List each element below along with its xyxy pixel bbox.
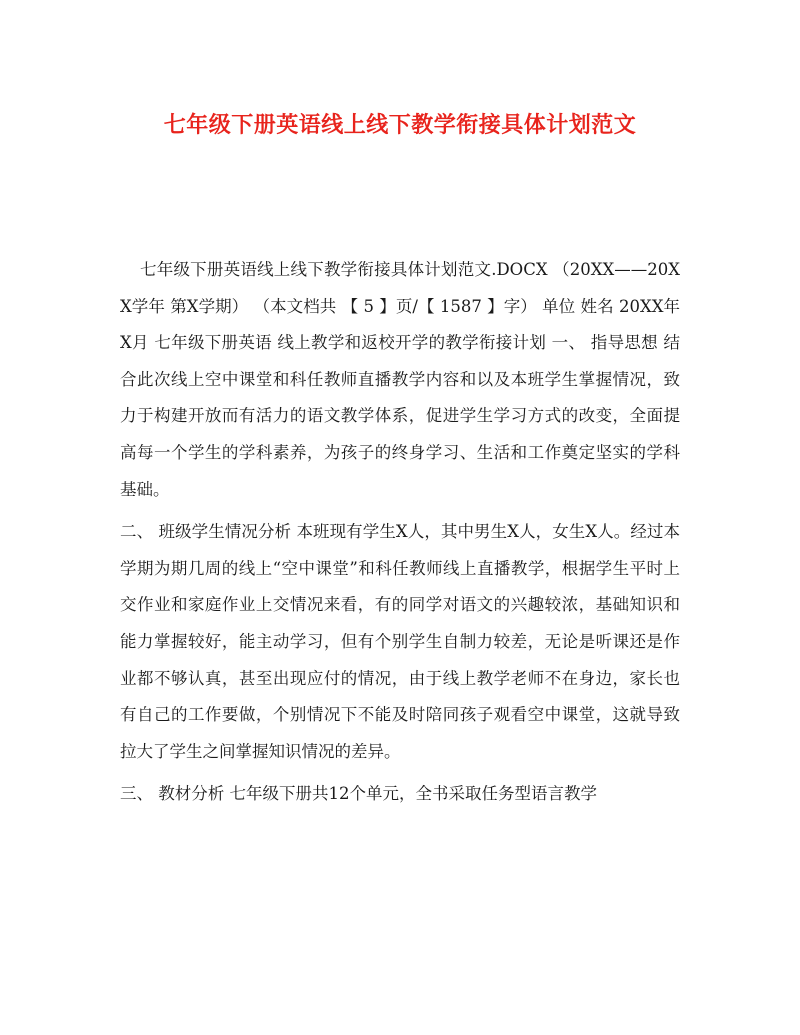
paragraph-student-analysis: 二、 班级学生情况分析 本班现有学生X人，其中男生X人，女生X人。经过本学期为期几周的线上“空中课堂”和科任教师线上直播教学，根据学生平时上交作业和家庭作业上交情况来看，有的同学对语文的兴趣较浓，基础知识和能力掌握较好，能主动学习，但有个别学生自制力较差，无论是听课还是作业都不够认真，甚至出现应付的情况，由于线上教学老师不在身边，家长也有自己的工作要做，个别情况下不能及时陪同孩子观看空中课堂，这就导致拉大了学生之间掌握知识情况的差异。 [120,522,680,761]
document-body [120,252,680,813]
paragraph-textbook-analysis: 三、 教材分析 七年级下册共12个单元，全书采取任务型语言教学 [120,784,597,804]
paragraph-intro: 七年级下册英语线上线下教学衔接具体计划范文.DOCX （20XX——20XX学年 第X学期） （本文档共 【 5 】页/【 1587 】字） 单位 姓名 20XX年X月 七年级下册英语 线上教学和返校开学的教学衔接计划 一、 指导思想 结合此次线上空中课堂和科任教师直播教学内容和以及本班学生掌握情况，致力于构建开放而有活力的语文教学体系，促进学生学习方式的改变，全面提高每一个学生的学科素养，为孩子的终身学习、生活和工作奠定坚实的学科基础。 [120,260,680,499]
document-title: 七年级下册英语线上线下教学衔接具体计划范文 [163,112,637,138]
